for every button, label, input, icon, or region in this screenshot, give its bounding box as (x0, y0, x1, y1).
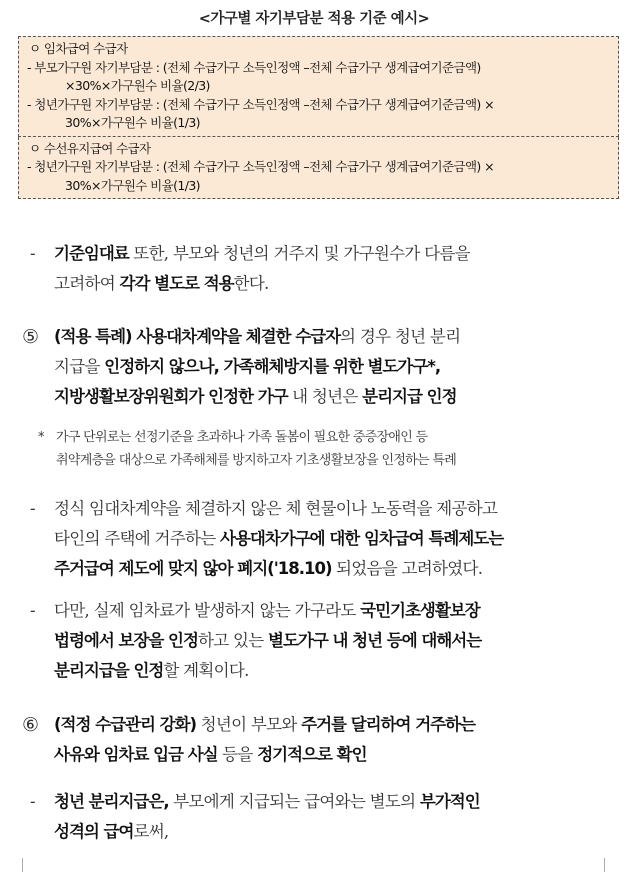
bold-text: 성격의 급여 (54, 822, 134, 841)
bold-text: 주거급여 제도에 맞지 않아 폐지('18.10) (54, 559, 332, 578)
bold-text: 사유와 임차료 입금 사실 (54, 745, 218, 764)
bold-text: 지방생활보장위원회가 인정한 가구 (54, 387, 288, 406)
bold-text: 부가적인 (419, 792, 480, 811)
bullet-dash: - (30, 601, 35, 620)
list-item (27, 158, 610, 195)
body-text: 한다. (233, 274, 269, 293)
bullet-dash: - (30, 244, 35, 263)
example-box-group (18, 36, 619, 199)
bold-text: 기준임대료 (54, 244, 129, 263)
bullet-dash: - (30, 792, 35, 811)
bold-text: 분리지급 인정 (362, 387, 457, 406)
body-text: 정식 임대차계약을 체결하지 않은 체 현물이나 노동력을 제공하고 (54, 499, 498, 518)
example-box-rent (18, 36, 619, 137)
body-text: 또한, 부모와 청년의 거주지 및 가구원수가 다름을 (128, 244, 470, 263)
body-text: 로써, (133, 822, 169, 841)
body-text: 부모에게 지급되는 급여와는 별도의 (168, 792, 420, 811)
body-text: 청년이 부모와 (196, 715, 302, 734)
page-corner-mark (8, 858, 23, 872)
body-text: 고려하여 (54, 274, 120, 293)
bold-text: 인정하지 않으나, 가족해체방지를 위한 별도가구*, (104, 357, 441, 376)
body-text: 내 청년은 (287, 387, 363, 406)
bold-text: 분리지급을 인정 (54, 661, 164, 680)
section-benefit-management (22, 710, 610, 770)
body-text: 하고 있는 (197, 631, 268, 650)
bold-text: 청년 분리지급은, (54, 792, 169, 811)
paragraph-standard-rent (30, 239, 610, 299)
bold-text: 별도가구 내 청년 등에 대해서는 (268, 631, 482, 650)
bold-text: 사용대차가구에 대한 임차급여 특례제도는 (220, 529, 504, 548)
body-text: 의 경우 청년 분리 (340, 327, 461, 346)
body-text: 되었음을 고려하였다. (331, 559, 483, 578)
item-line: 30%×가구원수 비율(1/3) (65, 115, 200, 130)
footnote-marker: * (38, 430, 44, 445)
bold-text: 정기적으로 확인 (257, 745, 367, 764)
body-text: 등을 (217, 745, 258, 764)
bold-text: 법령에서 보장을 인정 (54, 631, 198, 650)
bold-text: 국민기초생활보장 (360, 601, 480, 620)
item-line: 30%×가구원수 비율(1/3) (65, 177, 200, 193)
footnote-line: 가구 단위로는 선정기준을 초과하나 가족 돌봄이 필요한 중증장애인 등 (56, 430, 428, 445)
body-text: 지급을 (54, 357, 105, 376)
body-text: 타인의 주택에 거주하는 (54, 529, 221, 548)
page-title: <가구별 자기부담분 적용 기준 예시> (198, 11, 430, 27)
item-line: - 청년가구원 자기부담분 : (전체 수급가구 소득인정액 –전체 수급가구 생계급여기준금액) × (27, 159, 494, 174)
list-item (27, 59, 610, 96)
paragraph-loan-abolished (30, 494, 610, 584)
bullet-dash: - (30, 499, 35, 518)
item-line: - 청년가구원 자기부담분 : (전체 수급가구 소득인정액 –전체 수급가구 생계급여기준금액) × (27, 96, 494, 112)
body-text: 다만, 실제 임차료가 발생하지 않는 가구라도 (54, 601, 361, 620)
item-line: ×30%×가구원수 비율(2/3) (65, 78, 210, 93)
section-number: ⑤ (22, 326, 39, 348)
bold-text: 각각 별도로 적용 (119, 274, 234, 293)
footnote (38, 427, 610, 472)
example-box-repair (18, 137, 619, 200)
footnote-line: 취약계층을 대상으로 가족해체를 방지하고자 기초생활보장을 인정하는 특례 (56, 452, 457, 468)
bold-text: (적용 특례) 사용대차계약을 체결한 수급자 (54, 327, 341, 346)
item-line: - 부모가구원 자기부담분 : (전체 수급가구 소득인정액 –전체 수급가구 생계급여기준금액) (27, 59, 481, 75)
bold-text: 주거를 달리하여 거주하는 (301, 715, 475, 734)
box-heading: ㅇ 수선유지급여 수급자 (29, 140, 151, 156)
page-corner-mark (604, 858, 619, 872)
section-special-case (22, 322, 610, 412)
section-number: ⑥ (22, 714, 39, 736)
paragraph-additional-benefit (30, 787, 610, 847)
bold-text: (적정 수급관리 강화) (54, 715, 197, 734)
box-heading: ㅇ 임차급여 수급자 (29, 41, 128, 56)
body-text: 할 계획이다. (163, 661, 249, 680)
list-item (27, 96, 610, 133)
paragraph-separate-payment-plan (30, 596, 610, 686)
